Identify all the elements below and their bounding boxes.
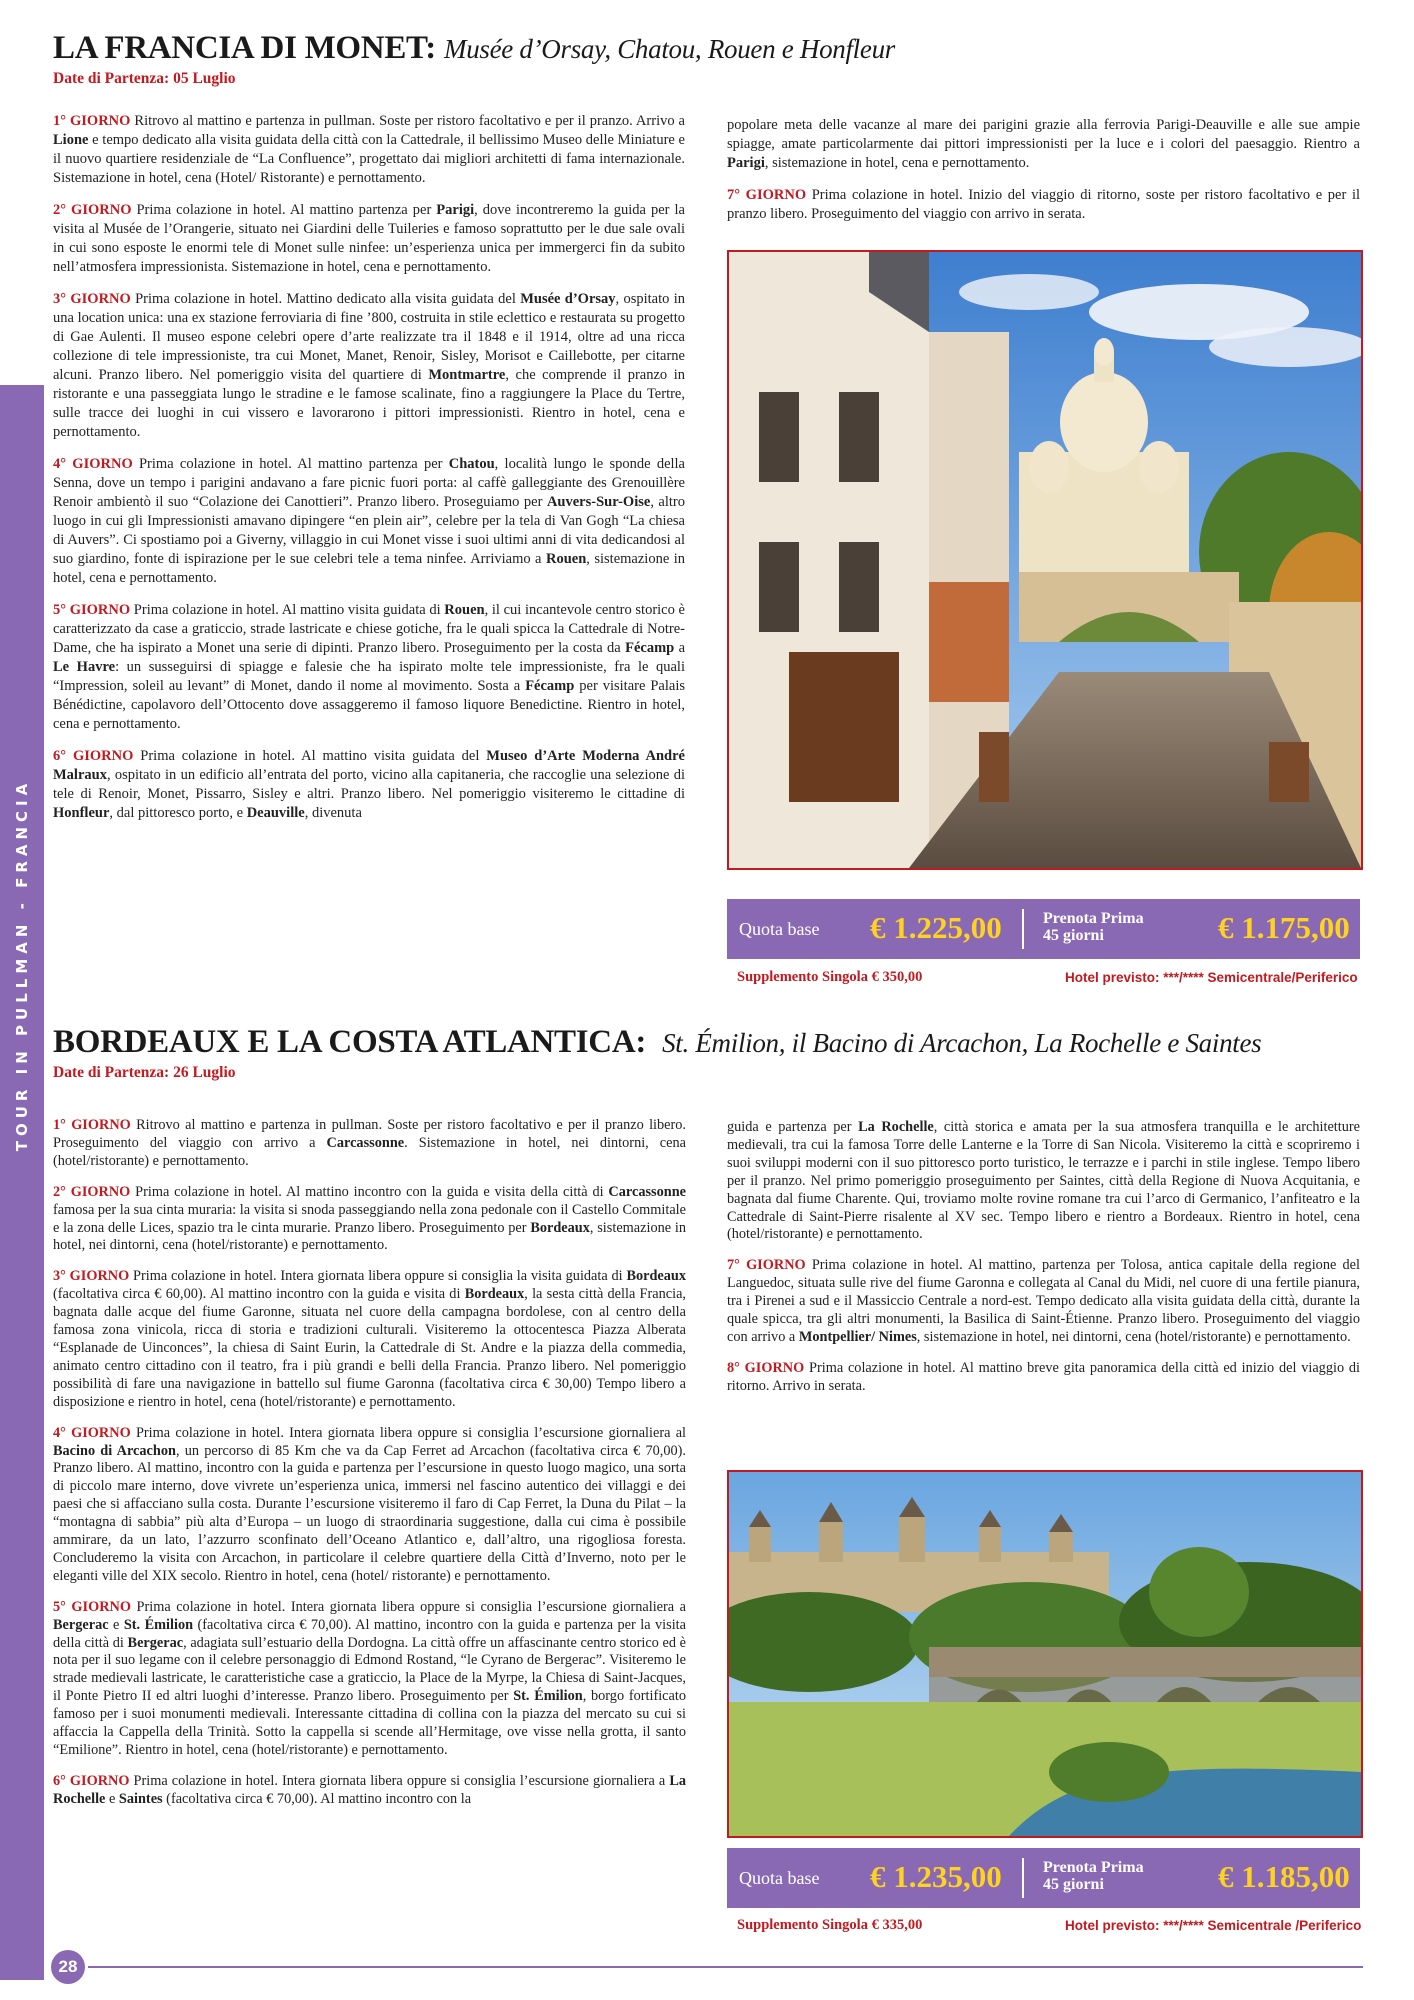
tour2-itinerary-left <box>53 1117 686 1822</box>
sidebar-band <box>0 385 44 1980</box>
tour1-day-1: 1° GIORNO Ritrovo al mattino e partenza in pullman. Soste per ristoro facoltativo e per il pranzo. Arrivo a Lione e tempo dedicato alla visita guidata della città con la Cattedrale, il bellissimo Museo delle Miniature e il nuovo quartiere residenziale de “La Confluence”, progettato dai migliori architetti di fama internazionale. Sistemazione in hotel, cena (Hotel/ Ristorante) e pernottamento. <box>53 113 685 186</box>
tour2-day-8: 8° GIORNO Prima colazione in hotel. Al mattino breve gita panoramica della città ed inizio del viaggio di ritorno. Arrivo in serata. <box>727 1359 1360 1394</box>
tour2-hotel: Hotel previsto: ***/**** Semicentrale /Periferico <box>1065 1918 1362 1933</box>
tour1-early-price: € 1.175,00 <box>1218 910 1350 945</box>
tour2-day-4: 4° GIORNO Prima colazione in hotel. Intera giornata libera oppure si consiglia l’escursione giornaliera al Bacino di Arcachon, un percorso di 85 Km che va da Cap Ferret ad Arcachon (facoltativa circa € 70,00). Pranzo libero. Al mattino, incontro con la guida e partenza per l’escursione in questo luogo magico, una sorta di piccolo mare interno, dove vivrete un’esperienza unica, immersi nel fascino autentico dei villaggi e dei paesi che si affacciano sulla costa. Durante l’escursione visiteremo il faro di Cap Ferret, la Duna du Pilat – la “montagna di sabbia” più alta d’Europa – un luogo di straordinaria suggestione, dalla cui cima è possibile ammirare, da un lato, l’azzurro sconfinato dell’Oceano Atlantico e, dall’altro, una rigogliosa foresta. Concluderemo la visita con Arcachon, in particolare il celebre quartiere della Città d’Inverno, noto per le eleganti ville del XIX secolo. Rientro in hotel, cena (hotel/ ristorante) e pernottamento. <box>53 1424 687 1584</box>
tour2-price-label: Quota base <box>739 1868 820 1888</box>
tour1-early-sub: 45 giorni <box>1043 927 1104 944</box>
tour1-title <box>53 30 895 67</box>
tour1-price-bar <box>727 899 1360 959</box>
tour2-day-1: 1° GIORNO Ritrovo al mattino e partenza in pullman. Soste per ristoro facoltativo e per il pranzo libero. Proseguimento del viaggio con arrivo a Carcassonne. Sistemazione in hotel, nei dintorni, cena (hotel/ristorante) e pernottamento. <box>53 1117 686 1169</box>
tour1-early-booking <box>1043 910 1144 944</box>
carcassonne-illustration <box>729 1472 1361 1836</box>
tour2-departure: Date di Partenza: 26 Luglio <box>53 1064 236 1081</box>
page-number: 28 <box>51 1950 85 1984</box>
tour2-price-separator <box>1022 1858 1024 1898</box>
tour1-early-label: Prenota Prima <box>1043 910 1144 927</box>
tour1-supplement: Supplemento Singola € 350,00 <box>737 969 923 985</box>
sidebar-label: TOUR IN PULLMAN - FRANCIA <box>13 778 31 1152</box>
tour1-day-4: 4° GIORNO Prima colazione in hotel. Al mattino partenza per Chatou, località lungo le sponde della Senna, dove un tempo i parigini andavano a fare picnic fuori porta: al caffè galleggiante des Grenouillère Renoir ambientò il suo “Colazione dei Canottieri”. Pranzo libero. Proseguiamo per Auvers-Sur-Oise, altro luogo in cui gli Impressionisti amavano dipingere “en plein air”, celebre per la tela di Van Gogh “La chiesa di Auvers”. Ci spostiamo poi a Giverny, villaggio in cui Monet visse i suoi ultimi anni di vita dedicandosi al suo giardino, fonte di ispirazione per le sue celebri tele a tema ninfee. Arriviamo a Rouen, sistemazione in hotel, cena e pernottamento. <box>53 456 685 586</box>
tour2-supplement: Supplemento Singola € 335,00 <box>737 1917 923 1933</box>
tour1-hotel: Hotel previsto: ***/**** Semicentrale/Periferico <box>1065 970 1358 985</box>
tour2-day-6-cont: guida e partenza per La Rochelle, città storica e amata per la sua atmosfera tranquilla e le architetture medievali, tra cui la famosa Torre delle Lanterne e la Torre di San Nicola. Visiteremo la città e scopriremo i suoi sviluppi moderni con il suo pittoresco porto turistico, le terrazze e i parchi in stile inglese. Tempo libero per il pranzo. Nel primo pomeriggio proseguimento per Saintes, città della Regione di Nuova Acquitania, e bagnata dal fiume Charente. Qui, troviamo molte rovine romane tra cui l’arco di Germanico, l’anfiteatro e la Cattedrale di Saint-Pierre risalente al XV sec. Tempo libero e rientro a Bordeaux. Rientro in hotel, cena (hotel/ristorante) e pernottamento. <box>727 1119 1360 1243</box>
tour2-price-bar <box>727 1848 1360 1908</box>
tour2-day-7: 7° GIORNO Prima colazione in hotel. Al mattino, partenza per Tolosa, antica capitale della regione del Languedoc, situata sulle rive del fiume Garonna e collegata al Canal du Midi, nel cuore di una fertile pianura, tra i Pirenei a sud e il Massiccio Centrale a nord-est. Tempo dedicato alla visita guidata della città, durante la quale spicca, tra gli altri monumenti, la Basilica di Saint-Étienne. Pranzo libero. Proseguimento del viaggio con arrivo a Montpellier/ Nimes, sistemazione in hotel, nei dintorni, cena (hotel/ristorante) e pernottamento. <box>727 1257 1360 1345</box>
montmartre-illustration <box>729 252 1361 868</box>
tour1-itinerary-left <box>53 112 685 836</box>
tour1-title-main: LA FRANCIA DI MONET: <box>53 30 436 66</box>
tour1-price-separator <box>1022 909 1024 949</box>
tour2-early-sub: 45 giorni <box>1043 1876 1104 1893</box>
carcassonne-photo <box>727 1470 1363 1838</box>
tour2-early-price: € 1.185,00 <box>1218 1859 1350 1894</box>
tour2-early-label: Prenota Prima <box>1043 1859 1144 1876</box>
tour2-title-main: BORDEAUX E LA COSTA ATLANTICA: <box>53 1024 647 1060</box>
footer-rule <box>88 1966 1363 1968</box>
tour1-day-5: 5° GIORNO Prima colazione in hotel. Al mattino visita guidata di Rouen, il cui incantevole centro storico è caratterizzato da case a graticcio, strade lastricate e chiese gotiche, fra le quali spicca la Cattedrale di Notre-Dame, che ha ispirato a Monet una serie di dipinti. Pranzo libero. Proseguimento per la costa da Fécamp a Le Havre: un susseguirsi di spiagge e falesie che ha ispirato molte tele impressioniste, fra le quali “Impression, soleil au levant” di Monet, dando il nome al movimento. Sosta a Fécamp per visitare Palais Bénédictine, capolavoro dell’Ottocento dove assaggeremo il famoso liquore Benedictine. Rientro in hotel, cena e pernottamento. <box>53 602 686 732</box>
tour1-day-6-cont: popolare meta delle vacanze al mare dei parigini grazie alla ferrovia Parigi-Deauville e alle sue ampie spiagge, amate particolarmente dai pittori impressionisti per la luce e i colori del paesaggio. Rientro a Parigi, sistemazione in hotel, cena e pernottamento. <box>727 117 1360 171</box>
tour1-itinerary-right <box>727 116 1360 237</box>
tour2-day-6: 6° GIORNO Prima colazione in hotel. Intera giornata libera oppure si consiglia l’escursione giornaliera a La Rochelle e Saintes (facoltativa circa € 70,00). Al mattino incontro con la <box>53 1772 686 1807</box>
tour1-day-3: 3° GIORNO Prima colazione in hotel. Mattino dedicato alla visita guidata del Musée d’Orsay, ospitato in una location unica: una ex stazione ferroviaria di fine ’800, costruita in stile eclettico e restaurata su progetto di Gae Aulenti. Il museo espone celebri opere d’arte realizzate tra il 1848 e il 1914, oltre ad una ricca collezione di tele impressioniste, tra cui Monet, Manet, Renoir, Sisley, Morisot e Caillebotte, per citarne alcuni. Pranzo libero. Nel pomeriggio visita del quartiere di Montmartre, che comprende il pranzo in ristorante e una passeggiata lungo le stradine e le famose scalinate, fino a raggiungere la Place du Tertre, sulle tracce dei luoghi in cui vissero e lavorarono i pittori impressionisti. Rientro in hotel, cena e pernottamento. <box>53 291 685 440</box>
tour2-subtitle: St. Émilion, il Bacino di Arcachon, La Rochelle e Saintes <box>662 1028 1262 1058</box>
tour1-day-7: 7° GIORNO Prima colazione in hotel. Inizio del viaggio di ritorno, soste per ristoro facoltativo e per il pranzo libero. Proseguimento del viaggio con arrivo in serata. <box>727 187 1360 222</box>
tour2-early-booking <box>1043 1859 1144 1893</box>
tour2-price: € 1.235,00 <box>870 1859 1002 1894</box>
tour2-day-5: 5° GIORNO Prima colazione in hotel. Intera giornata libera oppure si consiglia l’escursione giornaliera a Bergerac e St. Émilion (facoltativa circa € 70,00). Al mattino, incontro con la guida e partenza per la visita della città di Bergerac, adagiata sull’estuario della Dordogna. La città offre un affascinante centro storico ed è nota per il suo legame con il celebre personaggio di Edmond Rostand, “le Cyrano de Bergerac”. Visiteremo le strade medievali lastricate, le caratteristiche case a graticcio, la Place de la Myrpe, la Chiesa di Saint-Jacques, il Ponte Pietro II ed altri luoghi d’interesse. Pranzo libero. Proseguimento per St. Émilion, borgo fortificato famoso per i suoi monumenti medievali. Interessante cittadina di collina con la piazza del mercato su cui si affaccia la Cappella della Trinità. Sotto la cappella si scende all’Hermitage, ove visse nella grotta, il santo “Emilione”. Rientro in hotel, cena (hotel/ristorante) e pernottamento. <box>53 1598 687 1758</box>
tour1-price-label: Quota base <box>739 919 820 939</box>
tour2-itinerary-right <box>727 1119 1360 1409</box>
tour1-subtitle: Musée d’Orsay, Chatou, Rouen e Honfleur <box>444 34 895 64</box>
tour1-day-2: 2° GIORNO Prima colazione in hotel. Al mattino partenza per Parigi, dove incontreremo la guida per la visita al Musée de l’Orangerie, situato nei Giardini delle Tuileries e famoso soprattutto per le due sale ovali in cui sono esposte le enormi tele di Monet sulle ninfee: un’esperienza unica per immergerci fin da subito nell’atmosfera impressionista. Sistemazione in hotel, cena e pernottamento. <box>53 202 685 275</box>
tour1-price: € 1.225,00 <box>870 910 1002 945</box>
tour2-day-2: 2° GIORNO Prima colazione in hotel. Al mattino incontro con la guida e visita della città di Carcassonne famosa per la sua cinta muraria: la visita si snoda passeggiando nella zona pedonale con il Castello Commitale e la zona delle Lices, spazio tra le cinta murarie. Pranzo libero. Proseguimento per Bordeaux, sistemazione in hotel, nei dintorni, cena (hotel/ristorante) e pernottamento. <box>53 1183 687 1254</box>
tour2-day-3: 3° GIORNO Prima colazione in hotel. Intera giornata libera oppure si consiglia la visita guidata di Bordeaux (facoltativa circa € 60,00). Al mattino incontro con la guida e visita di Bordeaux, la sesta città della Francia, bagnata dalle acque del fiume Garonne, situata nel cuore della campagna bordolese, con al centro della famosa zona vinicola, ricca di storia e tradizioni culturali. Visiteremo la ottocentesca Piazza Alberata “Esplanade de Uinconces”, la chiesa di Saint Eurin, la Cattedrale di St. Andre e la piazza della commedia, animato centro cittadino con il teatro, fra i più grandi e belli della Francia. Pranzo libero. Nel pomeriggio possibilità di fare una navigazione in battello sul fiume Garonna (facoltativa circa € 30,00) Tempo libero a disposizione e rientro in hotel, cena (hotel/ristorante) e pernottamento. <box>53 1268 687 1410</box>
tour1-day-6: 6° GIORNO Prima colazione in hotel. Al mattino visita guidata del Museo d’Arte Moderna André Malraux, ospitato in un edificio all’entrata del porto, vicino alla capitaneria, che raccoglie una selezione di tele di Renoir, Monet, Pissarro, Sisley e altri. Pranzo libero. Nel pomeriggio visiteremo le cittadine di Honfleur, dal pittoresco porto, e Deauville, divenuta <box>53 748 685 821</box>
montmartre-photo <box>727 250 1363 870</box>
tour2-title <box>53 1024 1261 1061</box>
tour1-departure: Date di Partenza: 05 Luglio <box>53 70 236 87</box>
